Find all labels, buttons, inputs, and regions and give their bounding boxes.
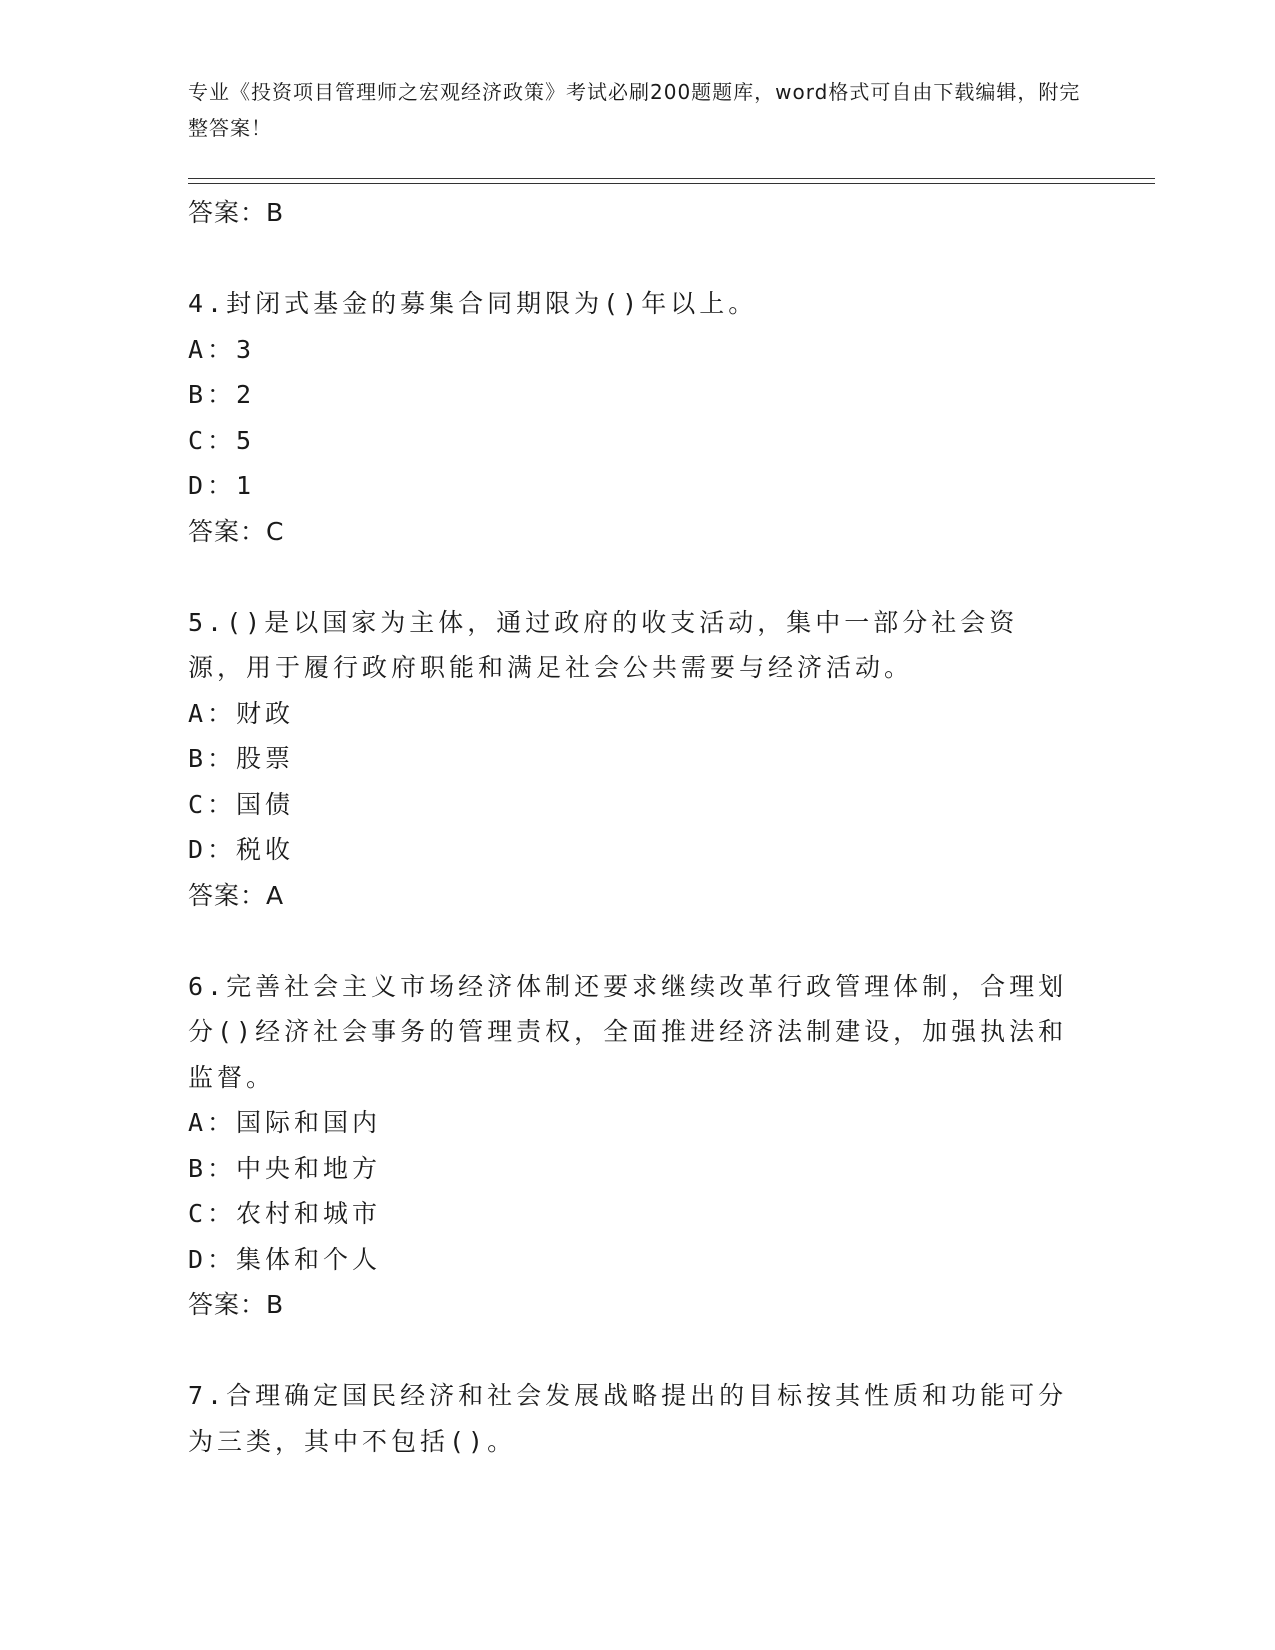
question-5 [188, 600, 1068, 919]
question-stem: 5.()是以国家为主体，通过政府的收支活动，集中一部分社会资源，用于履行政府职能和满足社会公共需要与经济活动。 [188, 607, 1019, 682]
header-divider-thick [188, 183, 1155, 184]
option-d: D：1 [188, 471, 256, 500]
question-7 [188, 1373, 1068, 1464]
option-a: A：财政 [188, 698, 295, 728]
answer: 答案：C [188, 516, 285, 546]
option-a: A：3 [188, 334, 256, 364]
answer: 答案：B [188, 1290, 285, 1319]
header-divider-thin [188, 178, 1155, 179]
answer-previous: 答案：B [188, 198, 285, 227]
option-b: B：2 [188, 380, 256, 409]
question-stem: 4.封闭式基金的募集合同期限为()年以上。 [188, 289, 758, 318]
option-d: D：集体和个人 [188, 1244, 382, 1274]
option-a: A：国际和国内 [188, 1108, 382, 1137]
option-b: B：股票 [188, 744, 295, 773]
question-list [188, 190, 1068, 1464]
question-stem: 7.合理确定国民经济和社会发展战略提出的目标按其性质和功能可分为三类，其中不包括()。 [188, 1381, 1068, 1456]
question-6 [188, 964, 1068, 1328]
option-c: C：国债 [188, 789, 295, 819]
option-c: C：农村和城市 [188, 1199, 382, 1228]
question-4 [188, 281, 1068, 554]
question-stem: 6.完善社会主义市场经济体制还要求继续改革行政管理体制，合理划分()经济社会事务的管理责权，全面推进经济法制建设，加强执法和监督。 [188, 971, 1068, 1092]
document-header: 专业《投资项目管理师之宏观经济政策》考试必刷200题题库，word格式可自由下载编辑，附完整答案！ [188, 80, 1081, 140]
answer: 答案：A [188, 880, 285, 910]
option-c: C：5 [188, 425, 256, 455]
option-d: D：税收 [188, 835, 295, 864]
option-b: B：中央和地方 [188, 1153, 382, 1183]
